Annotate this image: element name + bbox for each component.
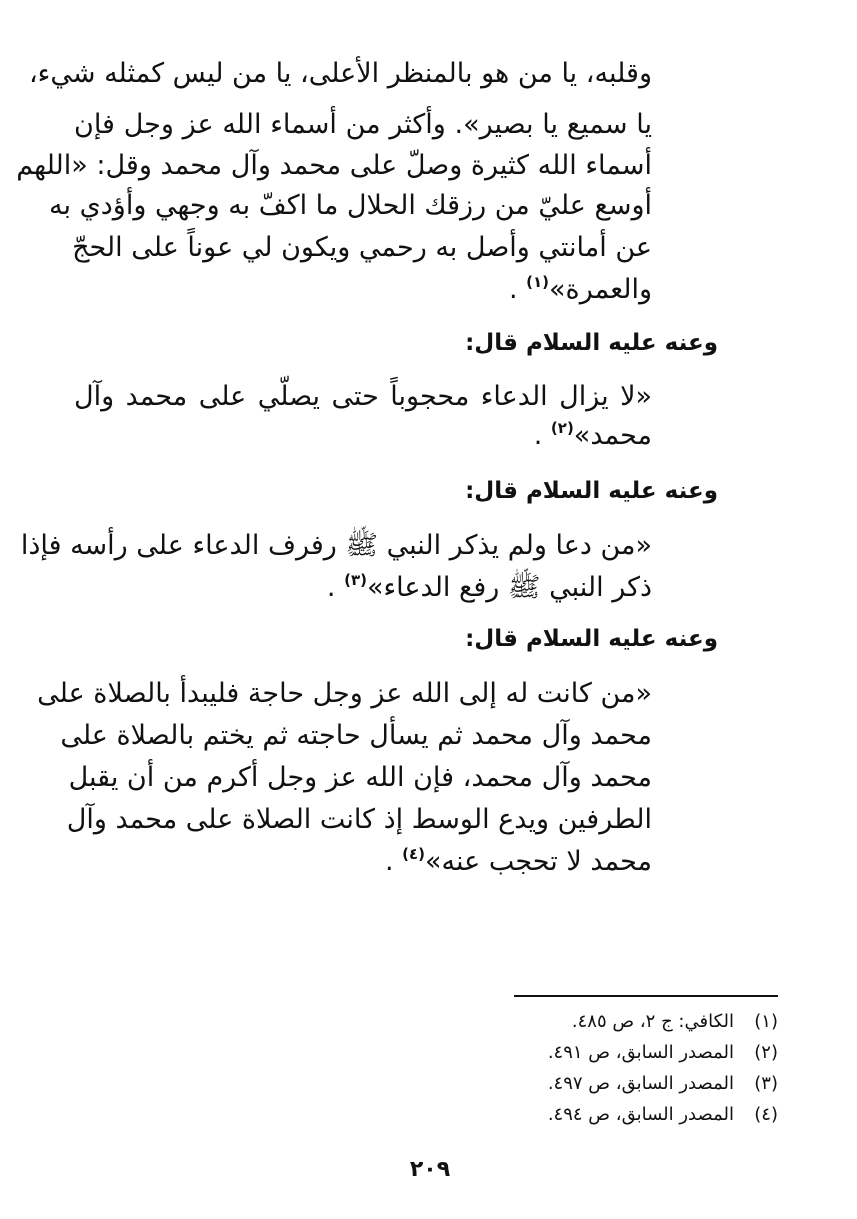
footnote-1-number: (١) xyxy=(754,1011,778,1032)
footnote-ref-1: (١) xyxy=(526,273,550,291)
hadith-3-line-2: محمد وآل محمد ثم يسأل حاجته ثم يختم بالصلاة على xyxy=(60,720,652,751)
footnote-4 xyxy=(400,1102,778,1128)
paragraph-1-line-1: وقلبه، يا من هو بالمنظر الأعلى، يا من ليس كمثله شيء، xyxy=(28,58,652,89)
hadith-2-line-2: ذكر النبي ﷺ رفع الدعاء»$^{(٣)}$ . xyxy=(326,571,652,603)
footnote-2 xyxy=(400,1040,778,1066)
hadith-3-last-text: محمد لا تحجب عنه» xyxy=(425,846,652,877)
section-heading-1: وعنه عليه السلام قال: xyxy=(465,330,718,356)
footnote-ref-4: (٤) xyxy=(402,845,426,863)
hadith-3-line-4: الطرفين ويدع الوسط إذ كانت الصلاة على محمد وآل xyxy=(66,804,652,835)
footnote-divider xyxy=(514,995,778,997)
hadith-2-line-1: «من دعا ولم يذكر النبي ﷺ رفرف الدعاء على رأسه فإذا xyxy=(20,530,652,561)
paragraph-1-line-6: والعمرة»$^{(١)}$ . xyxy=(508,273,652,305)
footnote-1-text: الكافي: ج ٢، ص ٤٨٥. xyxy=(571,1011,734,1032)
footnote-2-text: المصدر السابق، ص ٤٩١. xyxy=(547,1042,734,1063)
footnote-ref-3: (٣) xyxy=(344,571,367,589)
page-number: ٢٠٩ xyxy=(409,1157,451,1182)
hadith-1-line-2: محمد»$^{(٢)}$ . xyxy=(533,419,652,451)
footnote-4-number: (٤) xyxy=(754,1104,778,1125)
hadith-1-line-1: «لا يزال الدعاء محجوباً حتى يصلّي على محمد وآل xyxy=(74,381,652,412)
footnote-1 xyxy=(400,1009,778,1035)
footnote-4-text: المصدر السابق، ص ٤٩٤. xyxy=(547,1104,734,1125)
hadith-1-last-text: محمد» xyxy=(573,420,652,451)
hadith-3-line-1: «من كانت له إلى الله عز وجل حاجة فليبدأ بالصلاة على xyxy=(37,678,652,709)
hadith-3-line-3: محمد وآل محمد، فإن الله عز وجل أكرم من أن يقبل xyxy=(68,762,652,793)
footnote-3-text: المصدر السابق، ص ٤٩٧. xyxy=(547,1073,734,1094)
hadith-2-last-text: ذكر النبي ﷺ رفع الدعاء» xyxy=(366,572,652,603)
footnote-2-number: (٢) xyxy=(754,1042,778,1063)
footnote-3 xyxy=(400,1071,778,1097)
hadith-3-line-5: محمد لا تحجب عنه»$^{(٤)}$ . xyxy=(384,845,652,877)
paragraph-1-line-2: يا سميع يا بصير». وأكثر من أسماء الله عز وجل فإن xyxy=(74,109,652,140)
section-heading-3: وعنه عليه السلام قال: xyxy=(465,626,718,652)
footnote-3-number: (٣) xyxy=(754,1073,778,1094)
paragraph-1-last-text: والعمرة» xyxy=(549,274,652,305)
footnote-ref-2: (٢) xyxy=(550,419,574,437)
paragraph-1-line-4: أوسع عليّ من رزقك الحلال ما اكفّ به وجهي وأؤدي به xyxy=(49,190,652,221)
paragraph-1-line-3: أسماء الله كثيرة وصلّ على محمد وآل محمد وقل: «اللهم xyxy=(16,150,652,181)
section-heading-2: وعنه عليه السلام قال: xyxy=(465,478,718,504)
paragraph-1-line-5: عن أمانتي وأصل به رحمي ويكون لي عوناً على الحجّ xyxy=(72,232,652,263)
